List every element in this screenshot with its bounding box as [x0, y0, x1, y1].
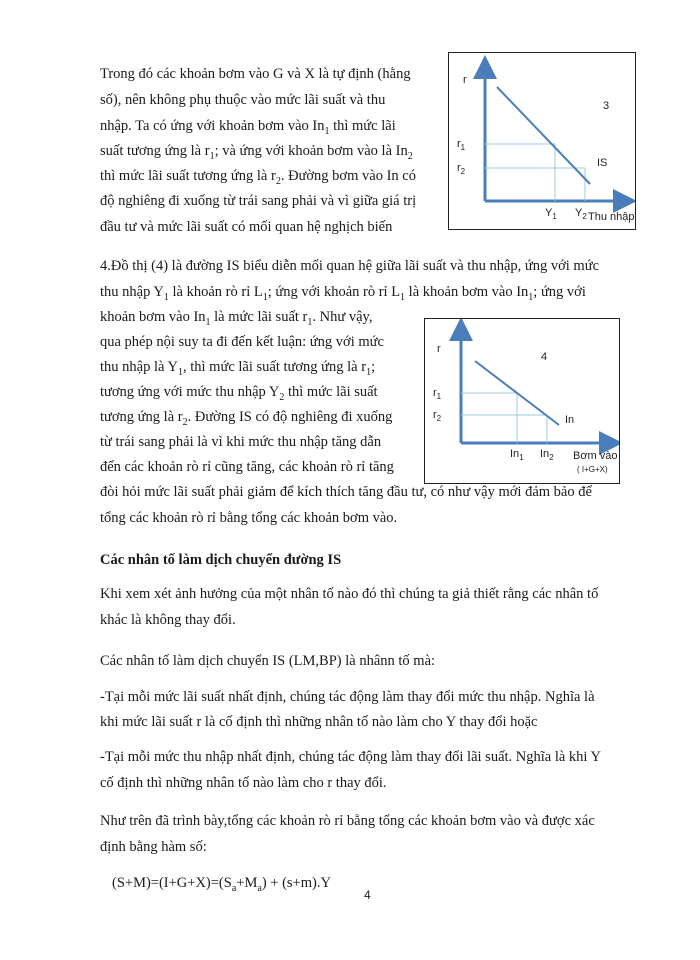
x-axis-label: Bơm vào: [573, 450, 618, 462]
formula: $(S+M)=(I+G+X)=(S_a+M_a) + (s+m).Y$: [112, 875, 331, 894]
text-line: từ trái sang phải là vì khi mức thu nhập tăng dẫn: [100, 434, 382, 450]
text-line: đòi hỏi mức lãi suất phải giảm để kích thích tăng đầu tư, có như vậy mới đảm bảo để: [100, 484, 592, 500]
y-axis-label: r: [463, 74, 467, 86]
y1-label: $Y_1$: [545, 207, 557, 221]
text-line: Các nhân tố làm dịch chuyển IS (LM,BP) là nhânn tố mà:: [100, 653, 436, 669]
text-line: nhập. Ta có ứng với khoản bơm vào $In_1$ thì mức lãi: [100, 118, 396, 137]
y2-label: $Y_2$: [575, 207, 587, 221]
text-line: khác là không thay đổi.: [100, 612, 236, 628]
text-line: định bằng hàm số:: [100, 839, 207, 855]
figure-number: 3: [603, 100, 610, 112]
text-line: số), nên không phụ thuộc vào mức lãi suất và thu: [100, 92, 386, 108]
text-line: Trong đó các khoản bơm vào G và X là tự định (hằng: [100, 66, 411, 82]
text-line: thu nhập là $Y_1$, thì mức lãi suất tương ứng là $r_1$;: [100, 359, 376, 378]
text-line: đầu tư và mức lãi suất có mối quan hệ nghịch biến: [100, 219, 393, 235]
in1-label: $In_1$: [510, 448, 524, 462]
figure-investment-curve: [424, 318, 620, 484]
text-line: thu nhập $Y_1$ là khoản rò rỉ $L_1$; ứng với khoản rò rỉ $L_1$ là khoản bơm vào $In_1$; ứng với: [100, 284, 586, 303]
text-line: tổng các khoản rò rỉ bằng tổng các khoản bơm vào.: [100, 510, 398, 526]
text-line: cố định thì những nhân tố nào làm cho r thay đổi.: [100, 775, 387, 791]
r1-label: $r_1$: [433, 387, 442, 401]
r2-label: $r_2$: [433, 409, 442, 423]
text-line: 4.Đồ thị (4) là đường IS biểu diễn mối quan hệ giữa lãi suất và thu nhập, ứng với mức: [100, 258, 600, 274]
x-axis-label: Thu nhập: [588, 211, 635, 223]
section-heading: Các nhân tố làm dịch chuyển đường IS: [100, 552, 342, 568]
figure-number: 4: [541, 351, 548, 363]
r2-label: $r_2$: [457, 162, 466, 176]
text-line: qua phép nội suy ta đi đến kết luận: ứng với mức: [100, 334, 384, 350]
page-number: 4: [364, 888, 371, 902]
in2-label: $In_2$: [540, 448, 554, 462]
curve-label: In: [565, 414, 575, 426]
text-line: -Tại mỗi mức thu nhập nhất định, chúng tác động làm thay đổi lãi suất. Nghĩa là khi Y: [100, 749, 602, 765]
text-line: độ nghiêng đi xuống từ trái sang phải và vì giữa giá trị: [100, 193, 417, 209]
text-line: đến các khoản rò rỉ cũng tăng, các khoản rò rỉ tăng: [100, 459, 394, 475]
text-line: tương ứng với mức thu nhập $Y_2$ thì mức lãi suất: [100, 384, 378, 403]
text-line: tương ứng là $r_2$. Đường IS có độ nghiêng đi xuống: [100, 409, 393, 428]
text-line: -Tại mỗi mức lãi suất nhất định, chúng tác động làm thay đổi mức thu nhập. Nghĩa là: [100, 689, 595, 705]
figure-is-curve: [448, 52, 636, 230]
text-line: Khi xem xét ảnh hưởng của một nhân tố nào đó thì chúng ta giả thiết rằng các nhân tố: [100, 586, 599, 602]
text-line: Như trên đã trình bày,tổng các khoản rò rỉ bằng tổng các khoản bơm vào và được xác: [100, 813, 595, 829]
x-axis-sublabel: ( I+G+X): [577, 465, 608, 474]
curve-label: IS: [597, 157, 608, 169]
y-axis-label: r: [437, 343, 441, 355]
text-line: khi mức lãi suất r là cố định thì những nhân tố nào làm cho Y thay đổi hoặc: [100, 714, 538, 730]
r1-label: $r_1$: [457, 138, 466, 152]
text-line: thì mức lãi suất tương ứng là $r_2$. Đường bơm vào In có: [100, 168, 416, 187]
text-line: khoản bơm vào $In_1$ là mức lãi suất $r_1$. Như vậy,: [100, 309, 373, 328]
is-curve: [497, 87, 590, 184]
text-line: suất tương ứng là $r_1$; và ứng với khoản bơm vào là $In_2$: [100, 143, 413, 162]
